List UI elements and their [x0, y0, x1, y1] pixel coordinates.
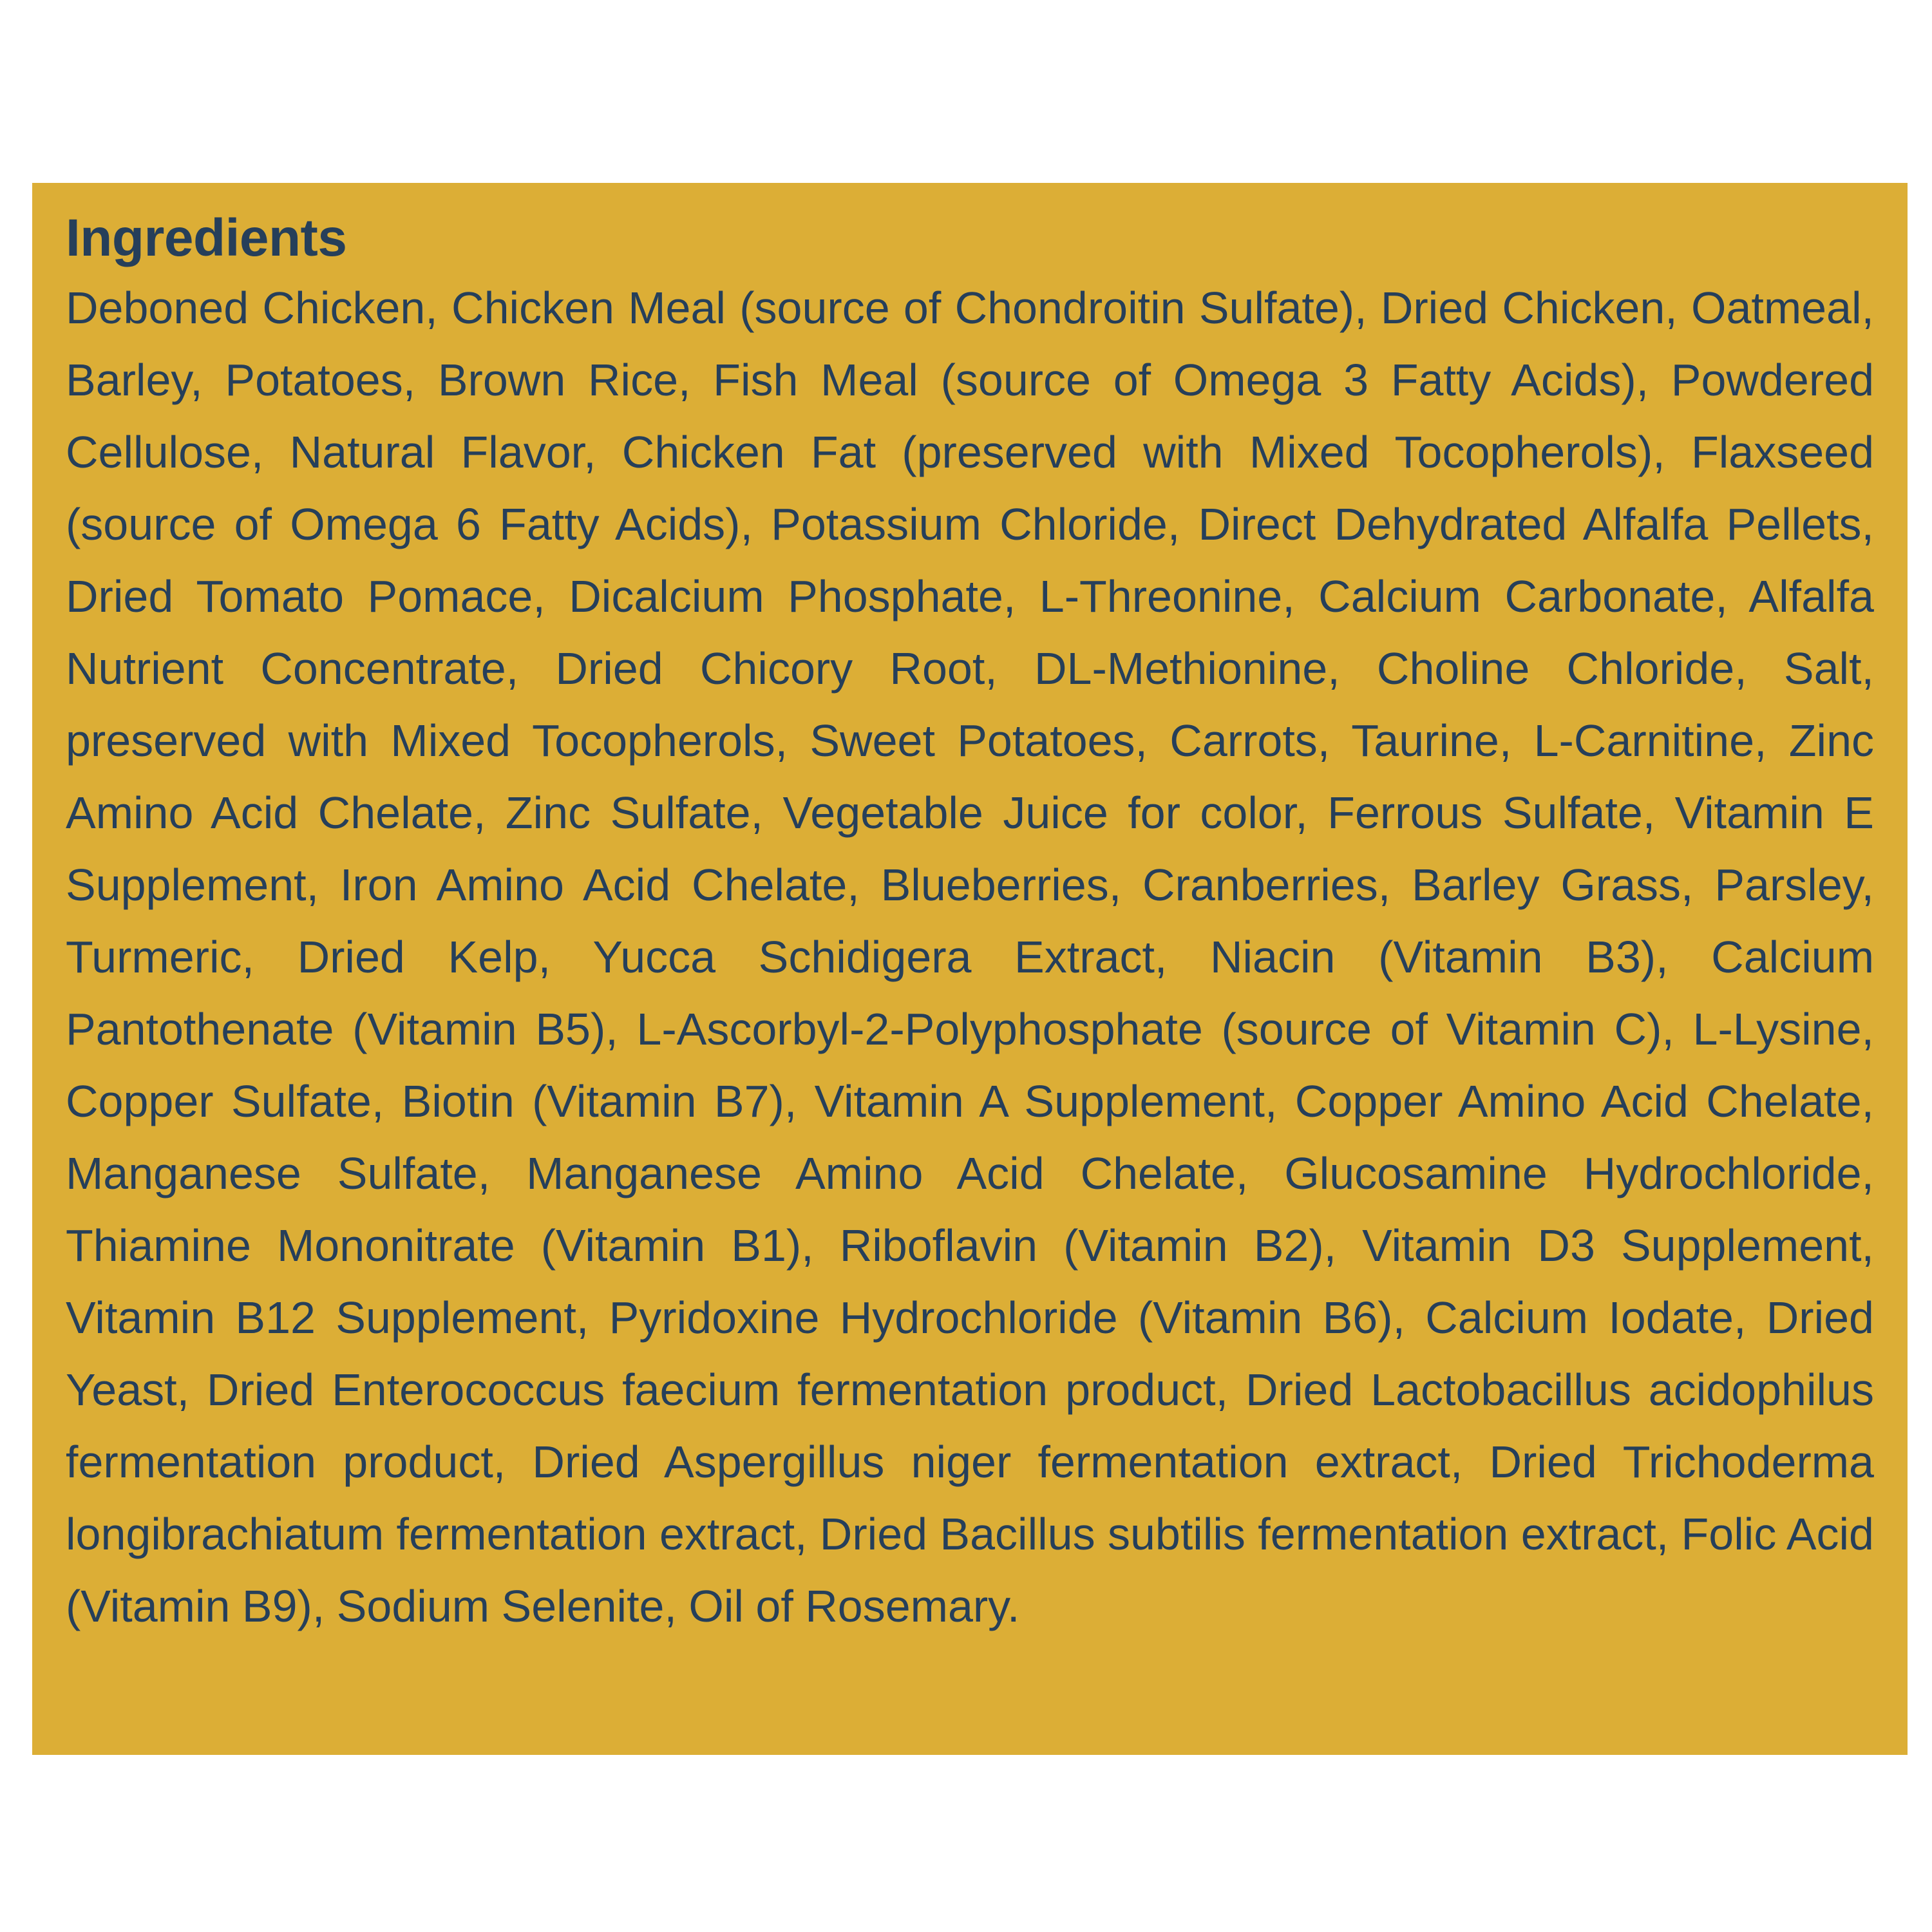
ingredients-list: Deboned Chicken, Chicken Meal (source of Chondroitin Sulfate), Dried Chicken, Oatmeal, Barley, Potatoes, Brown Rice, Fish Meal (source of Omega 3 Fatty Acids), Powdered Cellulose, Natural Flavor, Chicken Fat (preserved with Mixed Tocopherols), Flaxseed (source of Omega 6 Fatty Acids), Potassium Chloride, Direct Dehydrated Alfalfa Pellets, Dried Tomato Pomace, Dicalcium Phosphate, L-Threonine, Calcium Carbonate, Alfalfa Nutrient Concentrate, Dried Chicory Root, DL-Methionine, Choline Chloride, Salt, preserved with Mixed Tocopherols, Sweet Potatoes, Carrots, Taurine, L-Carnitine, Zinc Amino Acid Chelate, Zinc Sulfate, Vegetable Juice for color, Ferrous Sulfate, Vitamin E Supplement, Iron Amino Acid Chelate, Blueberries, Cranberries, Barley Grass, Parsley, Turmeric, Dried Kelp, Yucca Schidigera Extract, Niacin (Vitamin B3), Calcium Pantothenate (Vitamin B5), L-Ascorbyl-2-Polyphosphate (source of Vitamin C), L-Lysine, Copper Sulfate, Biotin (Vitamin B7), Vitamin A Supplement, Copper Amino Acid Chelate, Manganese Sulfate, Manganese Amino Acid Chelate, Glucosamine Hydrochloride, Thiamine Mononitrate (Vitamin B1), Riboflavin (Vitamin B2), Vitamin D3 Supplement, Vitamin B12 Supplement, Pyridoxine Hydrochloride (Vitamin B6), Calcium Iodate, Dried Yeast, Dried Enterococcus faecium fermentation product, Dried Lactobacillus acidophilus fermentation product, Dried Aspergillus niger fermentation extract, Dried Trichoderma longibrachiatum fermentation extract, Dried Bacillus subtilis fermentation extract, Folic Acid (Vitamin B9), Sodium Selenite, Oil of Rosemary.	[66, 282, 1874, 1631]
ingredients-heading: Ingredients	[66, 209, 347, 267]
ingredients-panel	[32, 183, 1908, 1755]
